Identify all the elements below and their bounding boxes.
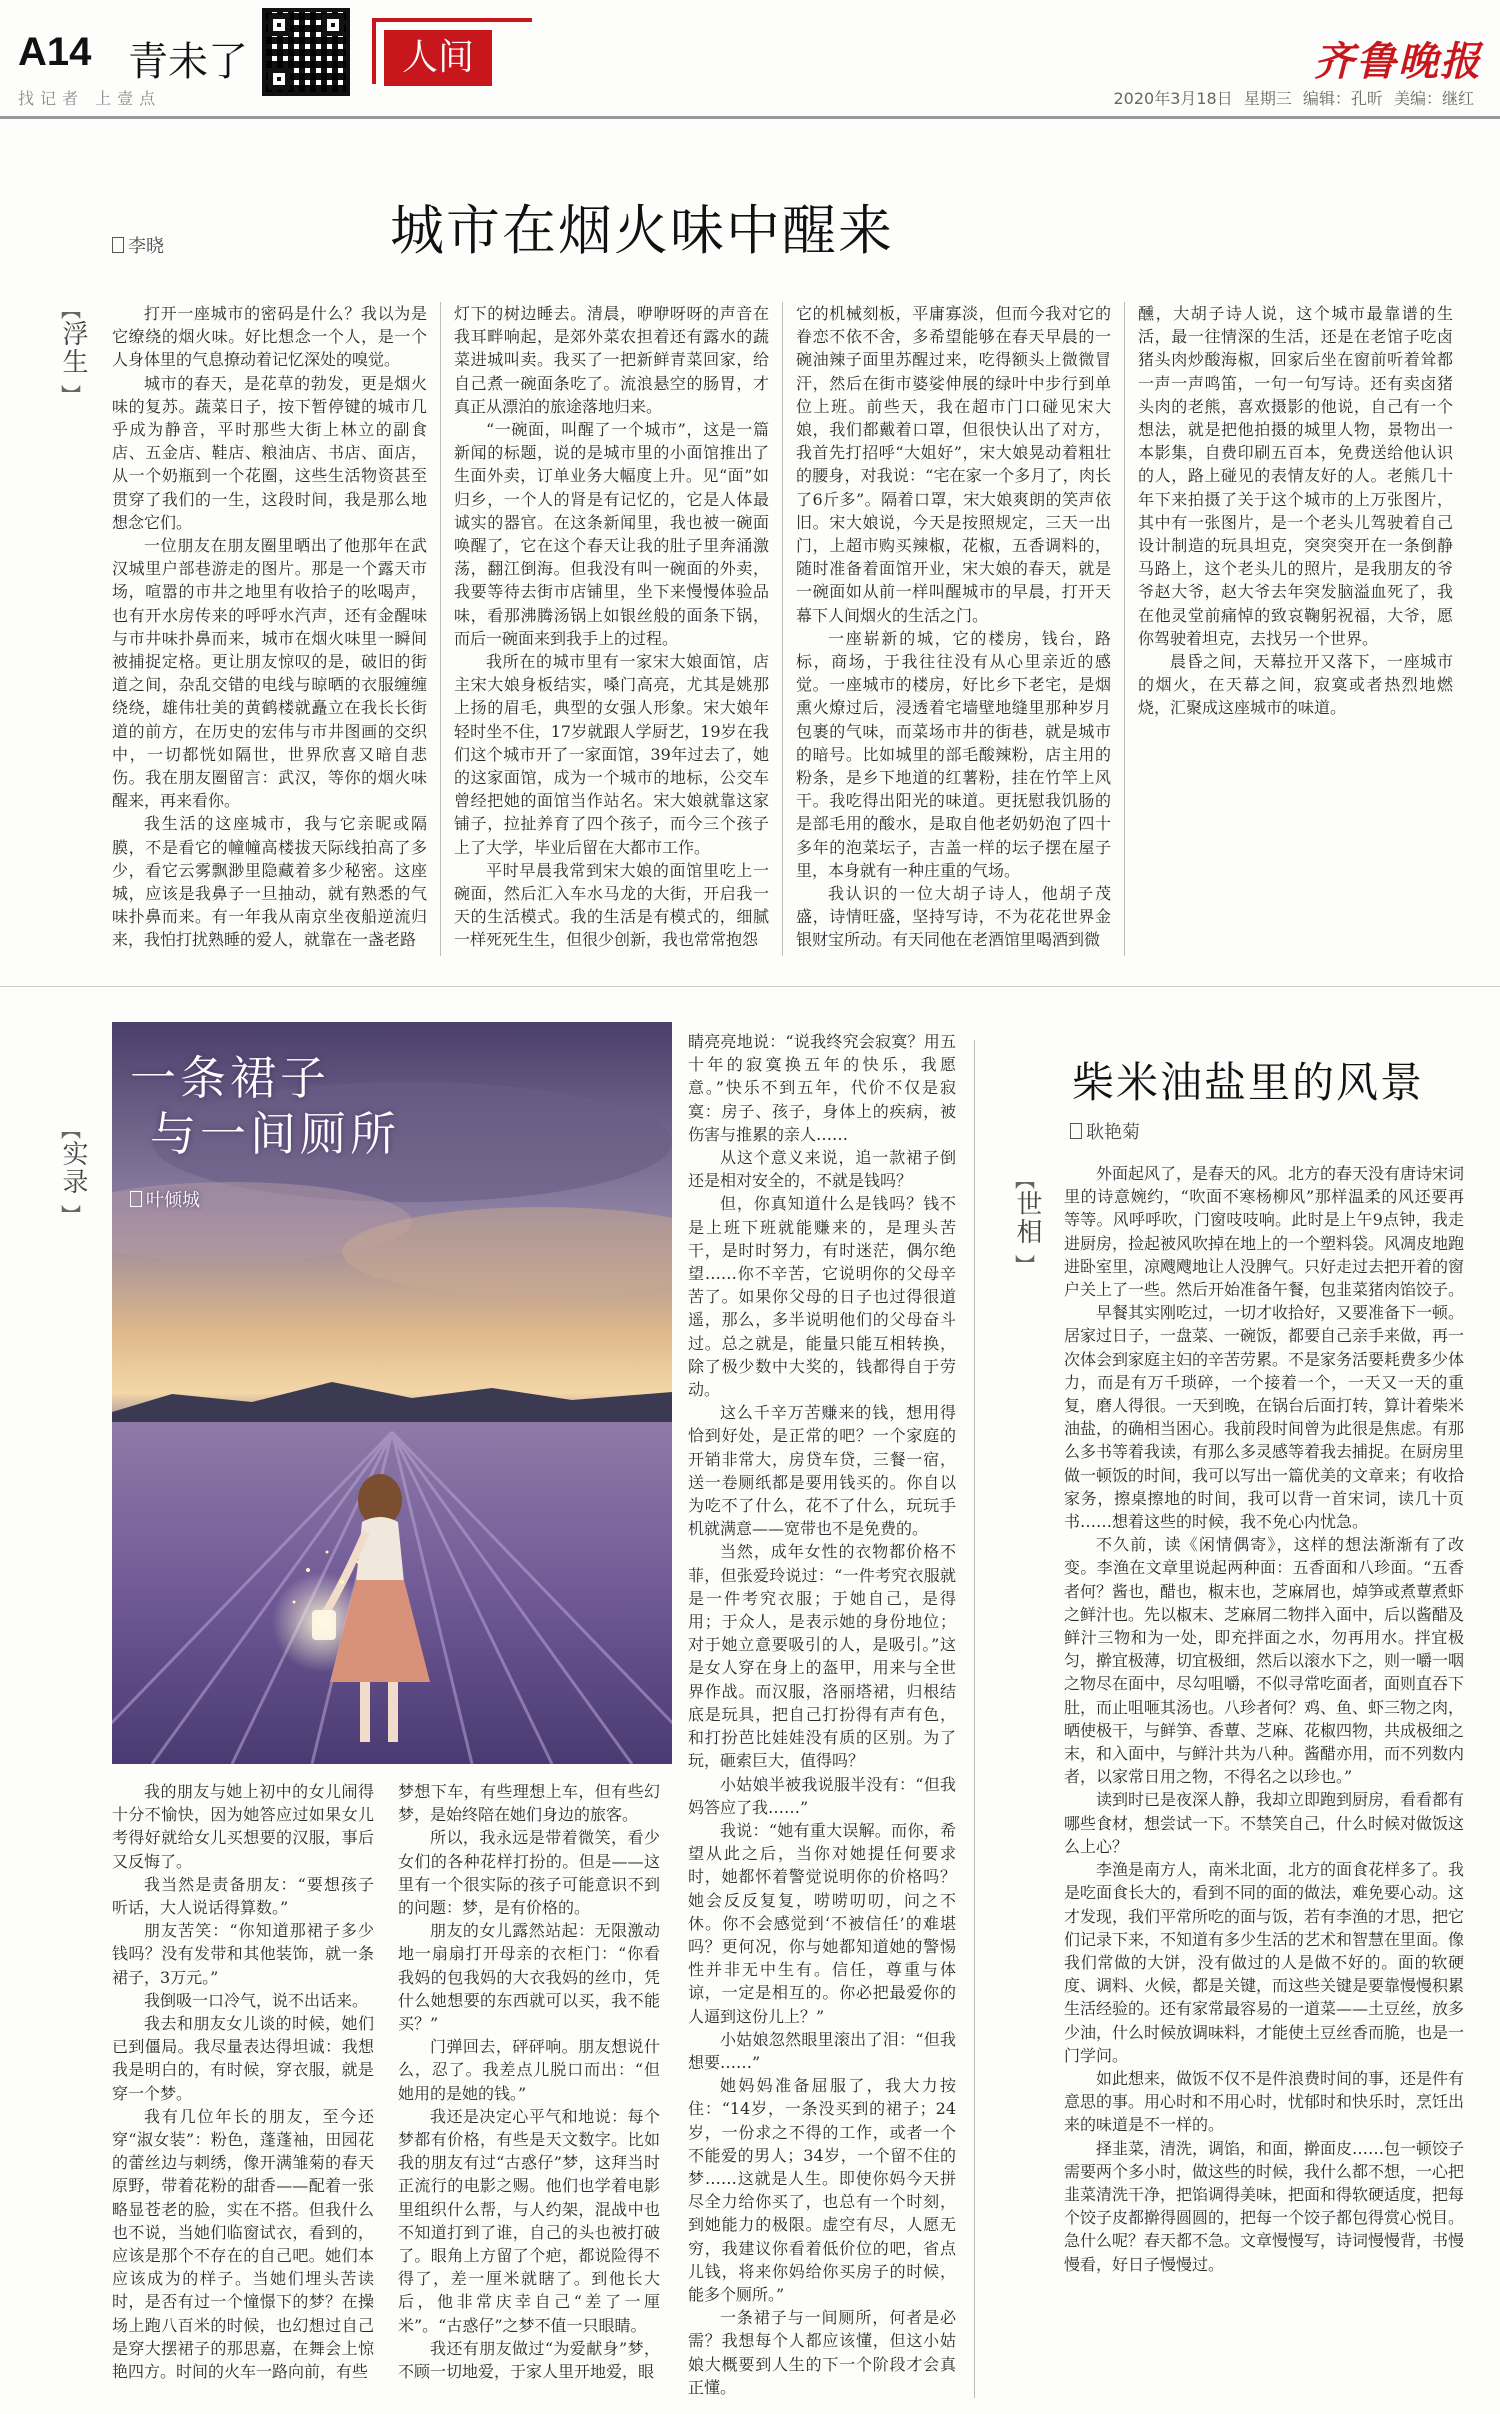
column-divider — [440, 302, 441, 956]
article2-title — [130, 1050, 400, 1162]
header-rule — [0, 116, 1500, 119]
paragraph: 外面起风了，是春天的风。北方的春天没有唐诗宋词里的诗意婉约，“吹面不寒杨柳风”那样温柔的风还要再等等。风呼呼吹，门窗吱吱响。此时是上午9点钟，我走进厨房，捡起被风吹掉在地上的一个塑料袋。风凋皮地跑进卧室里，凉飕飕地让人没脾气。只好走过去把开着的窗户关上了一些。然后开始准备午餐，包韭菜猪肉馅饺子。 — [1064, 1164, 1464, 1300]
paragraph: 小姑娘忽然眼里滚出了泪：“但我想要……” — [688, 2029, 956, 2072]
paragraph: “一碗面，叫醒了一个城市”，这是一篇新闻的标题，说的是城市里的小面馆推出了生面外卖，订单业务大幅度上升。见“面”如归乡，一个人的肾是有记忆的，它是人体最诚实的器官。在这条新闻里，我也被一碗面唤醒了，它在这个春天让我的肚子里奔涌激荡，翻江倒海。但我没有叫一碗面的外卖，我要等待去街市店铺里，坐下来慢慢体验品味，看那沸腾汤锅上如银丝般的面条下锅，而后一碗面来到我手上的过程。 — [454, 420, 769, 648]
paragraph: 一座崭新的城，它的楼房，钱台，路标，商场，于我往往没有从心里亲近的感觉。一座城市的楼房，好比乡下老宅，是烟熏火燎过后，浸透着宅墙壁地缝里那种岁月包裹的气味，而菜场市井的街巷，就是城市的暗号。比如城里的部毛酸辣粉，店主用的粉条，是乡下地道的红薯粉，挂在竹竿上风干。我吃得出阳光的味道。更抚慰我饥肠的是部毛用的酸水，是取自他老奶奶泡了四十多年的泡菜坛子，吉盖一样的坛子摆在屋子里，本身就有一种庄重的气场。 — [796, 628, 1111, 880]
paragraph: 朋友苦笑：“你知道那裙子多少钱吗？没有发带和其他装饰，就一条裙子，3万元。” — [112, 1921, 374, 1987]
article3-column-label: ︻ 世相 ︼ — [1012, 1168, 1042, 1277]
paragraph-continued: 醺，大胡子诗人说，这个城市最靠谱的生活，最一往情深的生活，还是在老馆子吃卤猪头肉炒酸海椒，回家后坐在窗前听着耸都一声一声鸣笛，一句一句写诗。还有卖卤猪头肉的老熊，喜欢摄影的他说，自己有一个想法，就是把他拍摄的城里人物，景物出一本影集，自费印刷五百本，免费送给他认识的人，路上碰见的表情友好的人。老熊几十年下来拍摄了关于这个城市的上万张图片，其中有一张图片，是一个老头儿驾驶着自己设计制造的玩具坦克，突突突开在一条倒静马路上，这个老头儿的照片，是我朋友的爷爷赵大爷，赵大爷去年突发脑溢血死了，我在他灵堂前痛悼的致哀鞠躬祝福，大爷，愿你驾驶着坦克，去找另一个世界。 — [1138, 304, 1453, 648]
paragraph: 一位朋友在朋友圈里晒出了他那年在武汉城里户部巷游走的图片。那是一个露天市场，喧嚣的市井之地里有收拾子的吆喝声，也有开水房传来的呼呼水汽声，还有金醒味与市井味扑鼻而来，城市在烟火味里一瞬间被捕捉定格。更让朋友惊叹的是，破旧的街道之间，杂乱交错的电线与晾晒的衣服缠缠绕绕，雄伟壮美的黄鹤楼就矗立在我长长街道的前方，在历史的宏伟与市井图画的交织中，一切都恍如隔世，世界欣喜又暗自悲伤。我在朋友圈留言：武汉，等你的烟火味醒来，再来看你。 — [112, 536, 427, 811]
newspaper-logo: 齐鲁晚报 — [1314, 38, 1482, 85]
paragraph-continued: 灯下的树边睡去。清晨，咿咿呀呀的声音在我耳畔响起，是郊外菜农担着还有露水的蔬菜进城叫卖。我买了一把新鲜青菜回家，给自己煮一碗面条吃了。流浪悬空的肠胃，才真正从漂泊的旅途落地归来。 — [454, 304, 769, 416]
paragraph: 当然，成年女性的衣物都价格不菲，但张爱玲说过：“一件考究衣服就是一件考究衣服；于她自己，是得用；于众人，是表示她的身份地位；对于她立意要吸引的人，是吸引。”这是女人穿在身上的盔甲，用来与全世界作战。而汉服，洛丽塔裙，归根结底是玩具，把自己打扮得有声有色，和打扮芭比娃娃没有质的区别。为了玩，砸索巨大，值得吗？ — [688, 1542, 956, 1771]
article2-title-line1: 一条裙子 — [130, 1051, 330, 1105]
paragraph-continued: 梦想下车，有些理想上车，但有些幻梦，是始终陪在她们身边的旅客。 — [398, 1782, 660, 1825]
article1-byline: 李晓 — [112, 232, 164, 258]
paragraph: 平时早晨我常到宋大娘的面馆里吃上一碗面，然后汇入车水马龙的大街，开启我一天的生活模式。我的生活是有模式的，细腻一样死死生生，但很少创新，我也常常抱怨 — [454, 860, 769, 950]
paragraph: 我生活的这座城市，我与它亲昵或隔膜，不是看它的幢幢高楼拔天际线拍高了多少，看它云雾飘渺里隐藏着多少秘密。这座城，应该是我鼻子一旦抽动，就有熟悉的气味扑鼻而来。有一年我从南京坐夜船逆流归来，我怕打扰熟睡的爱人，就靠在一盏老路 — [112, 814, 427, 950]
section-name: 青未了 — [128, 39, 248, 85]
paragraph: 她妈妈准备屈服了，我大力按住：“14岁，一条没买到的裙子；24岁，一份求之不得的工作，或者一个不能爱的男人；34岁，一个留不住的梦……这就是人生。即使你妈今天拼尽全力给你买了，也总有一个时刻，到她能力的极限。虚空有尽，人愿无穷，我建议你看着低价位的吧，省点儿钱，将来你妈给你买房子的时候，能多个厕所。” — [688, 2076, 956, 2304]
paragraph: 读到时已是夜深人静，我却立即跑到厨房，看看都有哪些食材，想尝试一下。不禁笑自己，什么时候对做饭这么上心？ — [1064, 1790, 1464, 1856]
article2-column-label-text: 实录 — [58, 1140, 88, 1196]
header-meta: 2020年3月18日 星期三 编辑：孔昕 美编：继红 — [1113, 89, 1474, 108]
article1-column-label-text: 浮生 — [58, 320, 88, 376]
paragraph: 所以，我永远是带着微笑，看少女们的各种花样打扮的。但是——这里有一个很实际的孩子可能意识不到的问题：梦，是有价格的。 — [398, 1828, 660, 1918]
article1-column-1 — [112, 302, 427, 956]
paragraph: 我当然是责备朋友：“要想孩子听话，大人说话得算数。” — [112, 1874, 374, 1918]
section-divider — [0, 986, 1500, 987]
paragraph: 打开一座城市的密码是什么？我以为是它缭绕的烟火味。好比想念一个人，是一个人身体里的气息撩动着记忆深处的嗅觉。 — [112, 304, 427, 370]
header-slogan: 找记者 上壹点 — [18, 89, 162, 108]
paragraph: 这么千辛万苦赚来的钱，想用得恰到好处，是正常的吧？一个家庭的开销非常大，房贷车贷，三餐一宿，送一卷厕纸都是要用钱买的。你自以为吃不了什么，花不了什么，玩玩手机就满意——宽带也不是免费的。 — [688, 1403, 956, 1539]
column-divider — [1124, 302, 1125, 956]
paragraph: 李渔是南方人，南米北面，北方的面食花样多了。我是吃面食长大的，看到不同的面的做法，难免要心动。这才发现，我们平常所吃的面与饭，若有李渔的才思，把它们记录下来，不知道有多少生活的艺术和智慧在里面。像我们常做的大饼，没有做过的人是做不好的。面的软硬度、调料、火候，都是关键，而这些关键是要靠慢慢积累生活经验的。还有家常最容易的一道菜——土豆丝，放多少油，什么时候放调味料，才能使土豆丝香而脆，也是一门学问。 — [1064, 1860, 1464, 2065]
article1-title: 城市在烟火味中醒来 — [390, 199, 894, 262]
article2-column-3 — [688, 1030, 956, 2398]
article1-column-2 — [454, 302, 769, 956]
article3-column-label-text: 世相 — [1012, 1190, 1042, 1246]
paragraph: 我有几位年长的朋友，至今还穿“淑女装”：粉色，蓬蓬袖，田园花的蕾丝边与刺绣，像开满雏菊的春天原野，带着花粉的甜香——配着一张略显苍老的脸，实在不搭。但我什么也不说，当她们临窗试衣，看到的，应该是那个不存在的自己吧。她们本应该成为的样子。当她们埋头苦读时，是否有过一个憧憬下的梦？在操场上跑八百米的时候，也幻想过自己是穿大摆裙子的那思嘉，在舞会上惊艳四方。时间的火车一路向前，有些 — [112, 2106, 374, 2382]
paragraph: 朋友的女儿露然站起：无限激动地一扇扇打开母亲的衣柜门：“你看我妈的包我妈的大衣我妈的丝巾，凭什么她想要的东西就可以买，我不能买？” — [398, 1921, 660, 2034]
paragraph: 我认识的一位大胡子诗人，他胡子茂盛，诗情旺盛，坚持写诗，不为花花世界金银财宝所动。有天同他在老酒馆里喝酒到微 — [796, 884, 1111, 950]
paragraph: 小姑娘半被我说服半没有：“但我妈答应了我……” — [688, 1774, 956, 1817]
paragraph-continued: 它的机械刻板，平庸寡淡，但而今我对它的眷恋不依不舍，多希望能够在春天早晨的一碗油辣子面里苏醒过来，吃得额头上微微冒汗，然后在街市婆娑伸展的绿叶中步行到单位上班。前些天，我在超市门口碰见宋大娘，我们都戴着口罩，但很快认出了对方，我首先打招呼“大姐好”，宋大娘晃动着粗壮的腰身，对我说：“宅在家一个多月了，肉长了6斤多”。隔着口罩，宋大娘爽朗的笑声依旧。宋大娘说，今天是按照规定，三天一出门，上超市购买辣椒，花椒，五香调料的，随时准备着面馆开业，宋大娘的春天，就是一碗面如从前一样叫醒城市的早晨，打开天幕下人间烟火的生活之门。 — [796, 304, 1111, 625]
article1-column-4 — [1138, 302, 1453, 956]
paragraph: 我还有朋友做过“为爱献身”梦，不顾一切地爱，于家人里开地爱，眼 — [398, 2338, 660, 2382]
paragraph: 早餐其实刚吃过，一切才收拾好，又要准备下一顿。居家过日子，一盘菜、一碗饭，都要自己亲手来做，再一次体会到家庭主妇的辛苦劳累。不是家务活要耗费多少体力，而是有万千琐碎，一个接着一个，一天又一天的重复，磨人得很。一天到晚，在锅台后面打转，算计着柴米油盐，的确相当困心。我前段时间曾为此很是焦虑。有那么多书等着我读，有那么多灵感等着我去捕捉。在厨房里做一顿饭的时间，我可以写出一篇优美的文章来；有收拾家务，擦桌擦地的时间，我可以背一首宋词，读几十页书……想着这些的时候，我不免心内忧急。 — [1064, 1303, 1464, 1532]
paragraph: 不久前，读《闲情偶寄》，这样的想法渐渐有了改变。李渔在文章里说起两种面：五香面和八珍面。“五香者何？酱也，醋也，椒末也，芝麻屑也，焯笋或煮蕈煮虾之鲜汁也。先以椒末、芝麻屑二物拌入面中，后以酱醋及鲜汁三物和为一处，即充拌面之水，勿再用水。拌宜极匀，擀宜极薄，切宜极细，然后以滚水下之，则一嚼一咽之物尽在面中，尽勾咀嚼，不似寻常吃面者，面则直吞下肚，而止咀咂其汤也。八珍者何？鸡、鱼、虾三物之肉，晒使极干，与鲜笋、香蕈、芝麻、花椒四物，共成极细之末，和入面中，与鲜汁共为八种。酱醋亦用，而不列数内者，以家常日用之物，不得名之以珍也。” — [1064, 1535, 1464, 1787]
paragraph: 我倒吸一口冷气，说不出话来。 — [144, 1990, 369, 2010]
paragraph: 但，你真知道什么是钱吗？钱不是上班下班就能赚来的，是理头苦干，是时时努力，有时迷茫，偶尔绝望……你不辛苦，它说明你的父母辛苦了。如果你父母的日子也过得很道遥，那么，多半说明他们的父母奋斗过。总之就是，能量只能互相转换，除了极少数中大奖的，钱都得自于劳动。 — [688, 1194, 956, 1400]
article2-column-2 — [398, 1780, 660, 2398]
article3-column-1 — [1064, 1162, 1464, 2398]
article2-byline: 叶倾城 — [130, 1186, 200, 1212]
qr-code-icon[interactable] — [262, 8, 350, 96]
article3-byline: 耿艳菊 — [1070, 1118, 1140, 1144]
article2-column-label: ︻ 实录 ︼ — [58, 1118, 88, 1227]
paragraph: 门弹回去，砰砰响。朋友想说什么，忍了。我差点儿脱口而出：“但她用的是她的钱。” — [398, 2037, 660, 2103]
page-number: A14 — [18, 30, 92, 74]
paragraph: 我还是决定心平气和地说：每个梦都有价格，有些是天文数字。比如我的朋友有过“古惑仔”梦，这拜当时正流行的电影之赐。他们也学着电影里组织什么帮，与人约架，混战中也不知道打到了谁，自己的头也被打破了。眼角上方留了个疤，都说险得不得了，差一厘米就瞎了。到他长大后，他非常庆幸自己“差了一厘米”。“古惑仔”之梦不值一只眼睛。 — [398, 2106, 660, 2335]
paragraph: 一条裙子与一间厕所，何者是必需？我想每个人都应该懂，但这小姑娘大概要到人生的下一个阶段才会真正懂。 — [688, 2308, 956, 2397]
paragraph: 我说：“她有重大误解。而你，希望从此之后，当你对她提任何要求时，她都怀着警觉说明你的价格吗？她会反反复复，唠唠叨叨，问之不休。你不会感觉到‘不被信任’的难堪吗？更何况，你与她都知道她的警惕性并非无中生有。信任，尊重与体谅，一定是相互的。你必把最爱你的人逼到这份儿上？” — [688, 1820, 956, 2026]
paragraph: 如此想来，做饭不仅不是件浪费时间的事，还是件有意思的事。用心时和不用心时，忧郁时和快乐时，烹饪出来的味道是不一样的。 — [1064, 2068, 1464, 2135]
article2-column-1 — [112, 1780, 374, 2398]
column-divider — [974, 1040, 975, 2398]
article3-title: 柴米油盐里的风景 — [1072, 1058, 1425, 1107]
article1-column-label: ︻ 浮生 ︼ — [58, 298, 88, 407]
section-tag: 人间 — [384, 30, 492, 86]
paragraph-continued: 睛亮亮地说：“说我终究会寂寞？用五十年的寂寞换五年的快乐，我愿意。”快乐不到五年，代价不仅是寂寞：房子、孩子，身体上的疾病，被伤害与推累的亲人…… — [688, 1032, 956, 1144]
article1-column-3 — [796, 302, 1111, 956]
paragraph: 从这个意义来说，追一款裙子倒还是相对安全的，不就是钱吗？ — [688, 1148, 956, 1191]
paragraph: 晨昏之间，天幕拉开又落下，一座城市的烟火，在天幕之间，寂寞或者热烈地燃烧，汇聚成这座城市的味道。 — [1138, 652, 1453, 718]
paragraph: 择韭菜，清洗，调馅，和面，擀面皮……包一顿饺子需要两个多小时，做这些的时候，我什么都不想，一心把韭菜清洗干净，把馅调得美味，把面和得软硬适度，把每个饺子皮都擀得圆圆的，把每一个饺子都包得赏心悦目。急什么呢？春天都不急。文章慢慢写，诗词慢慢背，书慢慢看，好日子慢慢过。 — [1064, 2138, 1464, 2274]
paragraph: 我所在的城市里有一家宋大娘面馆，店主宋大娘身板结实，嗓门高亮，尤其是姚那上扬的眉毛，典型的女强人形象。宋大娘年轻时坐不住，17岁就跟人学厨艺，19岁在我们这个城市开了一家面馆，39年过去了，她的这家面馆，成为一个城市的地标，公交车曾经把她的面馆当作站名。宋大娘就靠这家铺子，拉扯养育了四个孩子，而今三个孩子上了大学，毕业后留在大都市工作。 — [454, 652, 769, 857]
paragraph: 我的朋友与她上初中的女儿闹得十分不愉快，因为她答应过如果女儿考得好就给女儿买想要的汉服，事后又反悔了。 — [112, 1782, 374, 1871]
paragraph: 我去和朋友女儿谈的时候，她们已到僵局。我尽量表达得坦诚：我想我是明白的，有时候，穿衣服，就是穿一个梦。 — [112, 2014, 374, 2103]
article2-title-line2: 与一间厕所 — [150, 1107, 400, 1161]
column-divider — [782, 302, 783, 956]
paragraph: 城市的春天，是花草的勃发，更是烟火味的复苏。蔬菜日子，按下暂停键的城市几乎成为静音，平时那些大街上林立的副食店、五金店、鞋店、粮油店、书店、面店，从一个奶瓶到一个花圈，这些生活物资甚至贯穿了我们的一生，这段时间，我是那么地想念它们。 — [112, 373, 427, 532]
